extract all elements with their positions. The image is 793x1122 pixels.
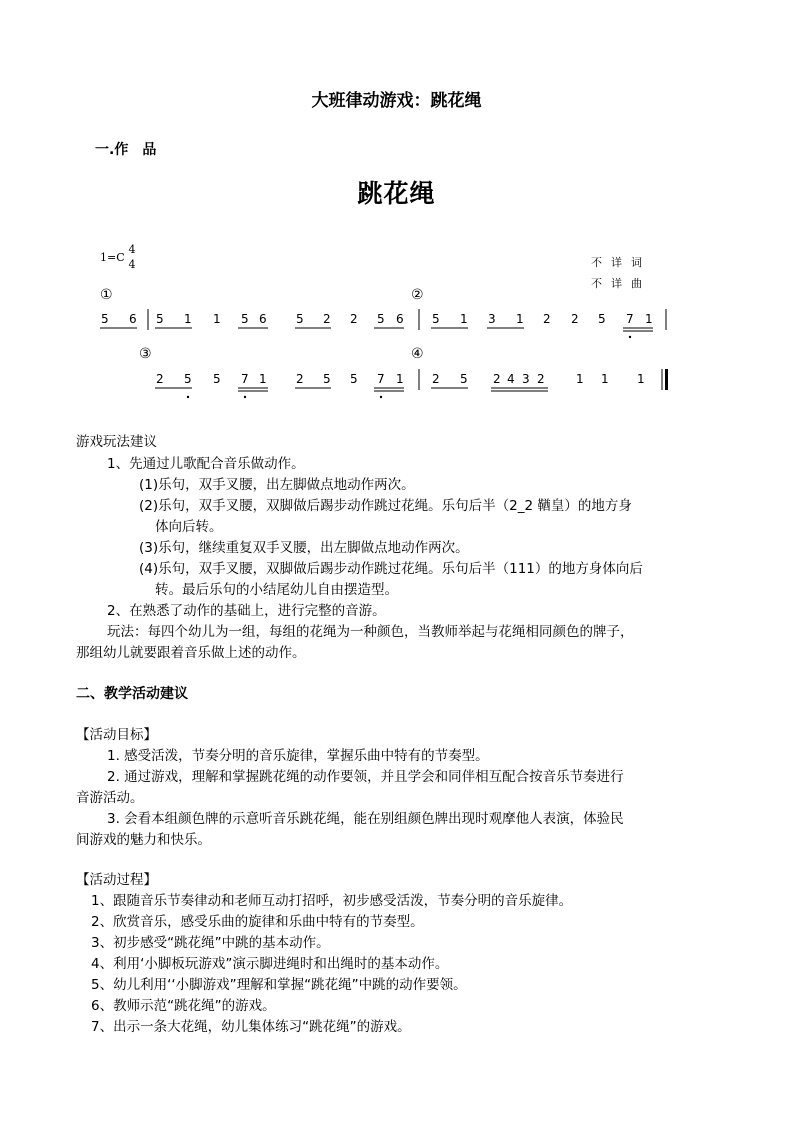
score-note: 2 <box>571 312 579 326</box>
score-note: 2 <box>156 372 164 386</box>
game-rule: 那组幼儿就要跟着音乐做上述的动作。 <box>76 645 306 661</box>
score-note: 6 <box>396 312 404 326</box>
score-note: 1 <box>184 312 192 326</box>
process-item: 1、跟随音乐节奏律动和老师互动打招呼，初步感受活泼，节奏分明的音乐旋律。 <box>91 893 573 909</box>
score-note: 3 <box>488 312 496 326</box>
score-note: 1 <box>259 372 267 386</box>
score-note: 5 <box>184 372 192 386</box>
octave-dot <box>629 336 631 338</box>
score-note: 2 <box>296 372 304 386</box>
score-note: 1 <box>576 372 584 386</box>
score-note: 1 <box>645 312 653 326</box>
game-rule: 玩法：每四个幼儿为一组，每组的花绳为一种颜色，当教师举起与花绳相同颜色的牌子， <box>107 624 634 640</box>
goal-item: 间游戏的魅力和快乐。 <box>76 832 211 848</box>
phrase-mark-1: ① <box>100 287 113 303</box>
score-note: 2 <box>323 312 331 326</box>
score-note: 5 <box>156 312 164 326</box>
game-step: (1)乐句，双手叉腰，出左脚做点地动作两次。 <box>139 477 415 493</box>
process-item: 3、初步感受“跳花绳”中跳的基本动作。 <box>91 935 330 951</box>
score-note: 1 <box>637 372 645 386</box>
goal-item: 3. 会看本组颜色牌的示意听音乐跳花绳，能在别组颜色牌出现时观摩他人表演，体验民 <box>107 811 624 827</box>
octave-dot <box>244 396 246 398</box>
score-note: 6 <box>129 312 137 326</box>
key-signature: 1=C <box>100 251 125 264</box>
goals-heading: 【活动目标】 <box>76 727 157 743</box>
time-signature-top: 4 <box>128 243 136 256</box>
score-note: 5 <box>350 372 358 386</box>
score-note: 5 <box>432 312 440 326</box>
game-step: (4)乐句，双手叉腰，双脚做后踢步动作跳过花绳。乐句后半（111）的地方身体向后 <box>139 561 643 577</box>
score-note: 2 <box>350 312 358 326</box>
score-note: 5 <box>323 372 331 386</box>
score-note: 7 <box>377 372 385 386</box>
goal-item: 2. 通过游戏，理解和掌握跳花绳的动作要领，并且学会和同伴相互配合按音乐节奏进行 <box>107 769 624 785</box>
final-barline <box>665 369 668 390</box>
score-note: 5 <box>241 312 249 326</box>
process-item: 2、欣赏音乐，感受乐曲的旋律和乐曲中特有的节奏型。 <box>91 914 424 930</box>
score-note: 2 <box>537 372 545 386</box>
score-note: 5 <box>460 372 468 386</box>
section-heading-works: 一.作 品 <box>95 142 157 158</box>
game-step: (2)乐句，双手叉腰，双脚做后踢步动作跳过花绳。乐句后半（2_2 鞧皇）的地方身 <box>139 498 632 514</box>
score-note: 7 <box>626 312 634 326</box>
phrase-mark-2: ② <box>411 287 424 303</box>
score-note: 1 <box>601 372 609 386</box>
game-step: 转。最后乐句的小结尾幼儿自由摆造型。 <box>155 582 398 598</box>
score-note: 5 <box>101 312 109 326</box>
score-note: 3 <box>522 372 530 386</box>
game-step: 2、在熟悉了动作的基础上，进行完整的音游。 <box>107 603 386 619</box>
score-note: 1 <box>213 312 221 326</box>
score-note: 5 <box>296 312 304 326</box>
document-title: 大班律动游戏：跳花绳 <box>311 91 482 111</box>
composer-credit: 不详曲 <box>591 277 651 290</box>
octave-dot <box>380 396 382 398</box>
score-note: 5 <box>377 312 385 326</box>
lyricist-credit: 不详词 <box>591 256 651 269</box>
section-heading-teaching: 二、教学活动建议 <box>76 686 188 702</box>
score-note: 4 <box>507 372 515 386</box>
score-note: 1 <box>396 372 404 386</box>
phrase-mark-4: ④ <box>411 346 424 362</box>
game-step: 1、先通过儿歌配合音乐做动作。 <box>107 456 305 472</box>
game-step: 体向后转。 <box>155 519 223 535</box>
song-title: 跳花绳 <box>357 179 436 208</box>
score-note: 1 <box>516 312 524 326</box>
goal-item: 1. 感受活泼，节奏分明的音乐旋律，掌握乐曲中特有的节奏型。 <box>107 748 489 764</box>
score-note: 2 <box>543 312 551 326</box>
phrase-mark-3: ③ <box>139 346 152 362</box>
game-step: (3)乐句，继续重复双手叉腰，出左脚做点地动作两次。 <box>139 540 469 556</box>
score-note: 7 <box>241 372 249 386</box>
process-item: 4、利用‘小脚板玩游戏”演示脚进绳时和出绳时的基本动作。 <box>91 956 449 972</box>
score-note: 5 <box>213 372 221 386</box>
score-note: 5 <box>598 312 606 326</box>
score-note: 2 <box>493 372 501 386</box>
process-item: 7、出示一条大花绳，幼儿集体练习“跳花绳”的游戏。 <box>91 1019 411 1035</box>
time-signature-bottom: 4 <box>128 258 136 271</box>
goal-item: 音游活动。 <box>76 790 144 806</box>
octave-dot <box>187 396 189 398</box>
score-note: 1 <box>460 312 468 326</box>
process-heading: 【活动过程】 <box>76 872 157 888</box>
process-item: 5、幼儿利用‘‘小脚游戏”理解和掌握“跳花绳”中跳的动作要领。 <box>91 977 467 993</box>
process-item: 6、教师示范“跳花绳”的游戏。 <box>91 998 276 1014</box>
score-note: 6 <box>259 312 267 326</box>
score-note: 2 <box>432 372 440 386</box>
game-heading: 游戏玩法建议 <box>76 434 157 450</box>
